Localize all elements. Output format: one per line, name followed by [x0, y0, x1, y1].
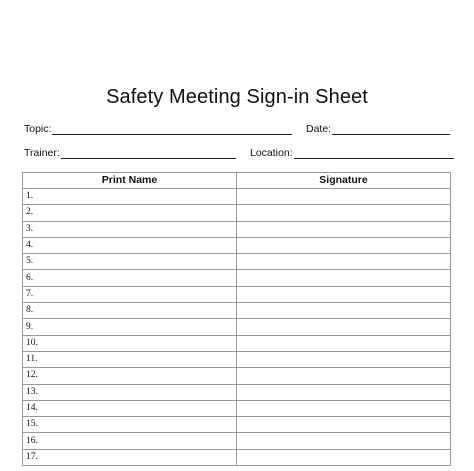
sign-in-table: [22, 172, 451, 466]
signature-cell[interactable]: [237, 351, 451, 367]
trainer-label: Trainer:: [24, 147, 60, 159]
print-name-cell[interactable]: 8.: [23, 303, 237, 319]
print-name-header: Print Name: [23, 173, 237, 189]
table-row: [23, 351, 451, 367]
print-name-cell[interactable]: 12.: [23, 368, 237, 384]
table-row: [23, 319, 451, 335]
table-row: [23, 303, 451, 319]
table-row: [23, 221, 451, 237]
print-name-cell[interactable]: 5.: [23, 254, 237, 270]
signature-cell[interactable]: [237, 303, 451, 319]
location-label: Location:: [250, 147, 293, 159]
date-label: Date:: [306, 123, 332, 135]
print-name-cell[interactable]: 4.: [23, 237, 237, 253]
table-row: [23, 189, 451, 205]
table-row: [23, 368, 451, 384]
table-row: [23, 449, 451, 465]
print-name-cell[interactable]: 3.: [23, 221, 237, 237]
table-header-row: [23, 173, 451, 189]
print-name-cell[interactable]: 13.: [23, 384, 237, 400]
table-row: [23, 286, 451, 302]
signature-cell[interactable]: [237, 254, 451, 270]
signature-cell[interactable]: [237, 319, 451, 335]
signature-cell[interactable]: [237, 417, 451, 433]
signature-cell[interactable]: [237, 433, 451, 449]
signature-cell[interactable]: [237, 400, 451, 416]
table-row: [23, 335, 451, 351]
table-row: [23, 270, 451, 286]
date-blank-line[interactable]: [332, 123, 450, 135]
print-name-cell[interactable]: 15.: [23, 417, 237, 433]
print-name-cell[interactable]: 17.: [23, 449, 237, 465]
table-row: [23, 433, 451, 449]
print-name-cell[interactable]: 16.: [23, 433, 237, 449]
signature-cell[interactable]: [237, 368, 451, 384]
date-field[interactable]: [306, 123, 450, 135]
location-blank-line[interactable]: [294, 147, 454, 159]
signature-cell[interactable]: [237, 286, 451, 302]
signature-cell[interactable]: [237, 205, 451, 221]
trainer-field[interactable]: [24, 147, 236, 159]
print-name-cell[interactable]: 14.: [23, 400, 237, 416]
page-title: Safety Meeting Sign-in Sheet: [106, 86, 368, 108]
table-row: [23, 205, 451, 221]
topic-label: Topic:: [24, 123, 52, 135]
print-name-cell[interactable]: 6.: [23, 270, 237, 286]
table-row: [23, 417, 451, 433]
table-row: [23, 400, 451, 416]
signature-cell[interactable]: [237, 237, 451, 253]
table-row: [23, 254, 451, 270]
topic-blank-line[interactable]: [52, 123, 292, 135]
print-name-cell[interactable]: 9.: [23, 319, 237, 335]
signature-cell[interactable]: [237, 335, 451, 351]
table-row: [23, 384, 451, 400]
location-field[interactable]: [250, 147, 454, 159]
signature-cell[interactable]: [237, 189, 451, 205]
print-name-cell[interactable]: 1.: [23, 189, 237, 205]
print-name-cell[interactable]: 7.: [23, 286, 237, 302]
print-name-cell[interactable]: 11.: [23, 351, 237, 367]
trainer-blank-line[interactable]: [61, 147, 236, 159]
print-name-cell[interactable]: 2.: [23, 205, 237, 221]
print-name-cell[interactable]: 10.: [23, 335, 237, 351]
table-row: [23, 237, 451, 253]
signature-cell[interactable]: [237, 384, 451, 400]
signature-header: Signature: [237, 173, 451, 189]
topic-field[interactable]: [24, 123, 292, 135]
signature-cell[interactable]: [237, 449, 451, 465]
signature-cell[interactable]: [237, 221, 451, 237]
signature-cell[interactable]: [237, 270, 451, 286]
